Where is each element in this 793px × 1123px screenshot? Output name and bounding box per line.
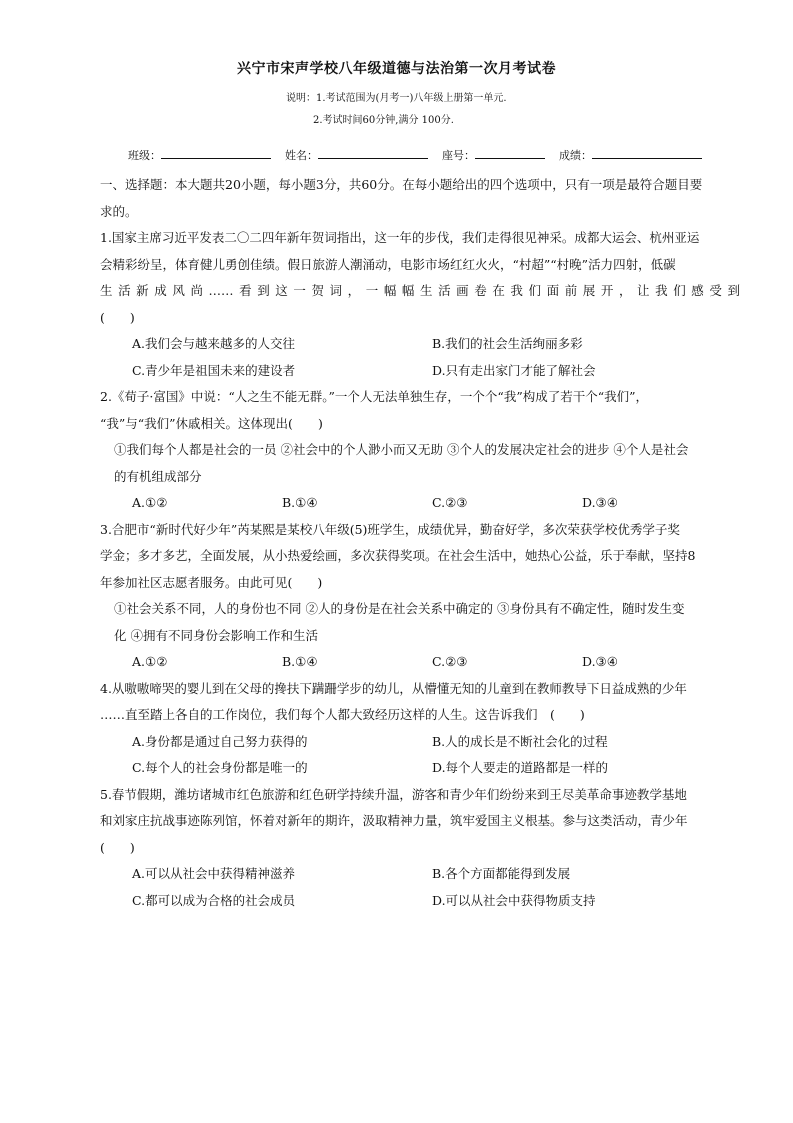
section-heading: 一、选择题：本大题共20小题，每小题3分，共60分。在每小题给出的四个选项中，只有一项是最符合题目要: [100, 177, 703, 192]
option-d[interactable]: D.③④: [582, 654, 618, 669]
question-5: [100, 782, 740, 915]
seat-label: 座号：: [442, 149, 475, 162]
question-text: “我”与“我们”休戚相关。这体现出( ): [100, 415, 323, 431]
seat-field: [442, 147, 545, 163]
question-text: 年参加社区志愿者服务。由此可见( ): [100, 574, 323, 590]
statement-list: 化 ④拥有不同身份会影响工作和生活: [114, 627, 318, 643]
question-text: 1.国家主席习近平发表二〇二四年新年贺词指出，这一年的步伐，我们走得很见神采。成都大运会、杭州亚运: [100, 230, 700, 245]
question-text: 2.《荀子·富国》中说：“人之生不能无群。”一个人无法单独生存，一个个“我”构成了若干个“我们”，: [100, 389, 648, 404]
option-d[interactable]: D.可以从社会中获得物质支持: [432, 892, 596, 908]
options-row: [132, 755, 740, 782]
option-d[interactable]: D.只有走出家门才能了解社会: [432, 362, 596, 378]
question-1: [100, 225, 740, 384]
question-text: 生活新成风尚……看到这一贺词，一幅幅生活画卷在我们面前展开，让我们感受到: [100, 283, 740, 298]
options-row: [132, 649, 740, 676]
option-c[interactable]: C.每个人的社会身份都是唯一的: [132, 760, 308, 775]
option-a[interactable]: A.可以从社会中获得精神滋养: [132, 866, 296, 881]
options-row: [132, 358, 740, 385]
options-row: [132, 888, 740, 915]
exam-content: [100, 172, 740, 914]
answer-bracket[interactable]: ( ): [100, 839, 135, 855]
name-blank[interactable]: [318, 147, 428, 159]
question-text: 5.春节假期，潍坊诸城市红色旅游和红色研学持续升温，游客和青少年们纷纷来到王尽美革命事迹教学基地: [100, 786, 687, 802]
options-row: [132, 331, 740, 358]
statement-list: ①社会关系不同，人的身份也不同 ②人的身份是在社会关系中确定的 ③身份具有不确定性，随时发生变: [114, 601, 685, 616]
option-b[interactable]: B.①④: [282, 654, 318, 669]
score-field: [559, 147, 702, 163]
exam-note-time: 2.考试时间60分钟,满分 100分.: [313, 115, 454, 126]
question-4: [100, 676, 740, 782]
question-text: 学金；多才多艺，全面发展，从小热爱绘画，多次获得奖项。在社会生活中，她热心公益，乐于奉献，坚持8: [100, 548, 696, 563]
question-text: 4.从嗷嗷啼哭的婴儿到在父母的搀扶下蹒跚学步的幼儿，从懵懂无知的儿童到在教师教导下日益成熟的少年: [100, 680, 687, 696]
option-c[interactable]: C.②③: [432, 654, 468, 669]
question-text: 和刘家庄抗战事迹陈列馆，怀着对新年的期许，汲取精神力量，筑牢爱国主义根基。参与这类活动，青少年: [100, 813, 688, 828]
class-blank[interactable]: [161, 147, 271, 159]
statement-list: 的有机组成部分: [114, 468, 202, 484]
class-label: 班级：: [128, 149, 161, 162]
score-label: 成绩：: [559, 149, 592, 162]
exam-note-scope: 说明：1.考试范围为(月考一)八年级上册第一单元.: [286, 93, 507, 104]
question-text: 会精彩纷呈，体育健儿勇创佳绩。假日旅游人潮涌动，电影市场红红火火，“村超”“村晚”活力四射，低碳: [100, 256, 676, 272]
page-title: 兴宁市宋声学校八年级道德与法治第一次月考试卷: [237, 61, 556, 77]
option-d[interactable]: D.③④: [582, 495, 618, 510]
score-blank[interactable]: [592, 147, 702, 159]
option-a[interactable]: A.①②: [132, 495, 168, 510]
options-row: [132, 861, 740, 888]
class-field: [128, 147, 271, 163]
student-info-row: [128, 147, 728, 163]
option-c[interactable]: C.都可以成为合格的社会成员: [132, 892, 296, 908]
option-c[interactable]: C.青少年是祖国未来的建设者: [132, 362, 296, 378]
options-row: [132, 729, 740, 756]
seat-blank[interactable]: [475, 147, 545, 159]
option-b[interactable]: B.①④: [282, 495, 318, 510]
options-row: [132, 490, 740, 517]
question-3: [100, 517, 740, 676]
question-text: ……直至踏上各自的工作岗位，我们每个人都大致经历这样的人生。这告诉我们 ( ): [100, 707, 585, 722]
option-a[interactable]: A.我们会与越来越多的人交往: [132, 336, 296, 351]
name-label: 姓名：: [285, 149, 318, 162]
question-text: 3.合肥市“新时代好少年”芮某熙是某校八年级(5)班学生，成绩优异，勤奋好学，多次荣获学校优秀学子奖: [100, 521, 680, 537]
option-d[interactable]: D.每个人要走的道路都是一样的: [432, 760, 609, 775]
name-field: [285, 147, 428, 163]
question-2: [100, 384, 740, 517]
section-heading-cont: 求的。: [100, 203, 138, 219]
option-b[interactable]: B.人的成长是不断社会化的过程: [432, 733, 608, 749]
statement-list: ①我们每个人都是社会的一员 ②社会中的个人渺小而又无助 ③个人的发展决定社会的进步 ④个人是社会: [114, 442, 689, 457]
option-b[interactable]: B.我们的社会生活绚丽多彩: [432, 336, 583, 351]
answer-bracket[interactable]: ( ): [100, 309, 135, 325]
option-b[interactable]: B.各个方面都能得到发展: [432, 866, 571, 881]
option-a[interactable]: A.身份都是通过自己努力获得的: [132, 733, 308, 749]
option-c[interactable]: C.②③: [432, 495, 468, 510]
option-a[interactable]: A.①②: [132, 654, 168, 669]
